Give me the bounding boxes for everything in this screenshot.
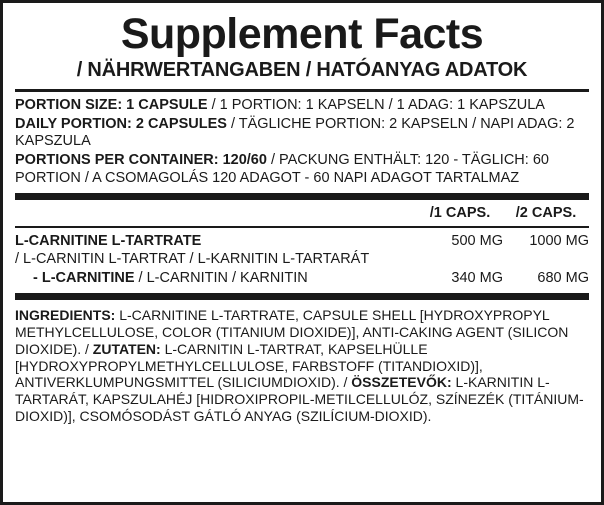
page-title: Supplement Facts — [120, 10, 484, 58]
nutrient-value-one-caps: 500 MG — [451, 233, 503, 250]
ingredients-block — [15, 307, 589, 425]
nutrient-name — [15, 233, 417, 249]
portion-size-line — [15, 97, 589, 115]
ingredients-label-hu: ÖSSZETEVŐK: — [351, 374, 452, 391]
portion-size-rest: / 1 PORTION: 1 KAPSELN / 1 ADAG: 1 KAPSZULA — [207, 96, 545, 113]
nutrient-name-primary: L-CARNITINE L-TARTRATE — [15, 233, 202, 250]
nutrient-value-two-caps: 1000 MG — [529, 233, 589, 250]
column-header-one-caps: /1 CAPS. — [429, 205, 491, 222]
portions-per-container-rest: / PACKUNG ENTHÄLT: 120 - TÄGLICH: 60 PORTION / A CSOMAGOLÁS 120 ADAGOT - 60 NAPI ADAGOT TARTALMAZ — [15, 151, 549, 186]
ingredients-text-hu: L-KARNITIN L-TARTARÁT, KAPSZULAHÉJ [HIDROXIPROPIL-METILCELLULÓZ, SZÍNEZÉK (TITÁNIUM-DIOXID)], CSOMÓSODÁST GÁTLÓ ANYAG (SZILÍCIUM-DIOXID). — [15, 374, 584, 425]
daily-portion-line — [15, 116, 589, 151]
divider-above-ingredients — [15, 293, 589, 300]
daily-portion-label: DAILY PORTION: — [15, 115, 132, 132]
nutrient-name-primary: - L-CARNITINE — [33, 270, 135, 287]
ingredients-text-en: L-CARNITINE L-TARTRATE, CAPSULE SHELL [HYDROXYPROPYL METHYLCELLULOSE, COLOR (TITANIUM DIOXIDE)], ANTI-CAKING AGENT (SILICON DIOXIDE). / — [15, 307, 569, 357]
divider-above-amounts — [15, 193, 589, 200]
column-header-two-caps: /2 CAPS. — [515, 205, 577, 222]
nutrient-row — [15, 270, 589, 286]
portions-per-container-label: PORTIONS PER CONTAINER: 120/60 — [15, 151, 267, 168]
nutrient-row — [15, 231, 589, 268]
nutrient-value-two-caps: 680 MG — [537, 270, 589, 287]
ingredients-text-de: L-CARNITIN L-TARTRAT, KAPSELHÜLLE [HYDROXYPROPYLMETHYLCELLULOSE, FARBSTOFF (TITANDIOXID)], ANTIVERKLUMPUNGSMITTEL (SILICIUMDIOXID). / — [15, 340, 483, 391]
serving-info-block — [15, 96, 589, 188]
daily-portion-rest: / TÄGLICHE PORTION: 2 KAPSELN / NAPI ADAG: 2 KAPSZULA — [15, 115, 575, 150]
nutrient-name — [15, 270, 417, 286]
daily-portion-value: 2 CAPSULES — [131, 115, 227, 132]
ingredients-label-de: ZUTATEN: — [92, 340, 161, 357]
nutrient-name-translation: / L-CARNITIN L-TARTRAT / L-KARNITIN L-TARTARÁT — [15, 251, 370, 268]
page-subtitle: / NÄHRWERTANGABEN / HATÓANYAG ADATOK — [76, 58, 528, 81]
divider-top — [15, 89, 589, 92]
portions-per-container-line — [15, 152, 589, 187]
nutrient-value-one-caps: 340 MG — [451, 270, 503, 287]
nutrient-name-translation: / L-CARNITIN / KARNITIN — [134, 270, 308, 287]
amount-column-headers — [15, 205, 589, 221]
portion-size-value: 1 CAPSULE — [122, 96, 208, 113]
ingredients-label-en: INGREDIENTS: — [15, 307, 116, 324]
portion-size-label: PORTION SIZE: — [15, 96, 123, 113]
divider-below-headers — [15, 226, 589, 228]
